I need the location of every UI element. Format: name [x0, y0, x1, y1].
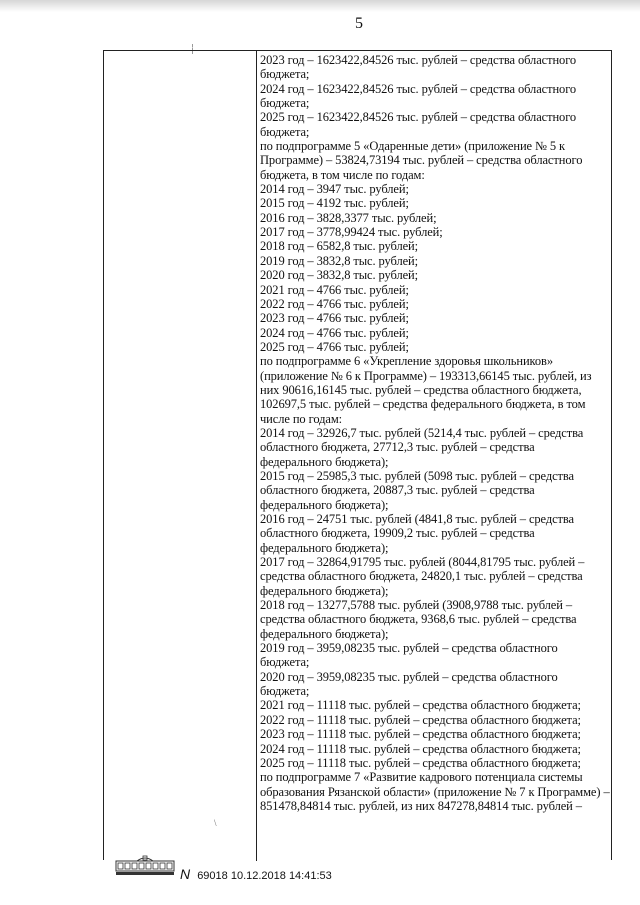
text-line: федерального бюджета);: [260, 454, 389, 469]
text-line: Программе) – 53824,73194 тыс. рублей – средства областного: [260, 153, 583, 168]
text-line: 2016 год – 3828,3377 тыс. рублей;: [260, 210, 437, 225]
text-line: 2014 год – 3947 тыс. рублей;: [260, 182, 409, 197]
text-line: федерального бюджета);: [260, 583, 389, 598]
text-line: по подпрограмме 7 «Развитие кадрового потенциала системы: [260, 770, 583, 785]
text-line: (приложение № 6 к Программе) – 193313,66145 тыс. рублей, из: [260, 368, 592, 383]
table-column-divider: [256, 51, 257, 861]
text-line: по подпрограмме 6 «Укрепление здоровья школьников»: [260, 354, 553, 369]
text-line: 2019 год – 3832,8 тыс. рублей;: [260, 253, 419, 268]
text-line: числе по годам:: [260, 411, 342, 426]
text-line: 2014 год – 32926,7 тыс. рублей (5214,4 тыс. рублей – средства: [260, 425, 584, 440]
text-line: 2025 год – 1623422,84526 тыс. рублей – средства областного: [260, 110, 577, 125]
footer-code-text: 69018 10.12.2018 14:41:53: [197, 870, 332, 882]
scan-stray-mark: \: [214, 818, 217, 828]
text-line: бюджета;: [260, 124, 310, 139]
text-line: 2018 год – 13277,5788 тыс. рублей (3908,9788 тыс. рублей –: [260, 598, 573, 613]
text-line: 2020 год – 3832,8 тыс. рублей;: [260, 268, 419, 283]
text-line: 2020 год – 3959,08235 тыс. рублей – средства областного: [260, 669, 558, 684]
text-line: бюджета, в том числе по годам:: [260, 167, 425, 182]
text-line: областного бюджета, 19909,2 тыс. рублей – средства: [260, 526, 535, 541]
document-table: [103, 50, 612, 860]
text-line: средства областного бюджета, 24820,1 тыс. рублей – средства: [260, 569, 583, 584]
text-line: 2024 год – 4766 тыс. рублей;: [260, 325, 409, 340]
text-line: бюджета;: [260, 96, 310, 111]
text-line: 2025 год – 4766 тыс. рублей;: [260, 339, 409, 354]
scan-edge-shadow: [0, 0, 640, 12]
text-line: по подпрограмме 5 «Одаренные дети» (приложение № 5 к: [260, 139, 566, 154]
text-line: бюджета;: [260, 684, 310, 699]
text-line: 2024 год – 1623422,84526 тыс. рублей – средства областного: [260, 81, 577, 96]
government-seal-logo-icon: [115, 854, 175, 876]
page-number: 5: [355, 15, 363, 32]
text-line: 2015 год – 25985,3 тыс. рублей (5098 тыс. рублей – средства: [260, 468, 574, 483]
text-line: 2022 год – 11118 тыс. рублей – средства областного бюджета;: [260, 712, 581, 727]
text-line: 851478,84814 тыс. рублей, из них 847278,84814 тыс. рублей –: [260, 798, 582, 813]
text-line: образования Рязанской области» (приложение № 7 к Программе) –: [260, 784, 610, 799]
text-line: областного бюджета, 27712,3 тыс. рублей – средства: [260, 440, 535, 455]
text-line: средства областного бюджета, 9368,6 тыс. рублей – средства: [260, 612, 577, 627]
text-line: 2015 год – 4192 тыс. рублей;: [260, 196, 409, 211]
text-line: бюджета;: [260, 655, 310, 670]
text-line: 102697,5 тыс. рублей – средства федерального бюджета, в том: [260, 397, 586, 412]
text-line: 2021 год – 4766 тыс. рублей;: [260, 282, 409, 297]
table-right-cell-text: [260, 53, 609, 813]
text-line: 2021 год – 11118 тыс. рублей – средства областного бюджета;: [260, 698, 581, 713]
text-line: 2023 год – 11118 тыс. рублей – средства областного бюджета;: [260, 727, 581, 742]
text-line: федерального бюджета);: [260, 540, 389, 555]
text-line: 2018 год – 6582,8 тыс. рублей;: [260, 239, 419, 254]
text-line: 2025 год – 11118 тыс. рублей – средства областного бюджета;: [260, 755, 581, 770]
footer-mark: N: [180, 866, 191, 882]
text-line: 2022 год – 4766 тыс. рублей;: [260, 296, 409, 311]
text-line: федерального бюджета);: [260, 626, 389, 641]
text-line: 2017 год – 32864,91795 тыс. рублей (8044,81795 тыс. рублей –: [260, 555, 585, 570]
text-line: 2017 год – 3778,99424 тыс. рублей;: [260, 225, 443, 240]
text-line: бюджета;: [260, 67, 310, 82]
text-line: них 90616,16145 тыс. рублей – средства областного бюджета,: [260, 382, 582, 397]
text-line: 2023 год – 1623422,84526 тыс. рублей – средства областного: [260, 53, 577, 67]
text-line: 2024 год – 11118 тыс. рублей – средства областного бюджета;: [260, 741, 581, 756]
text-line: 2023 год – 4766 тыс. рублей;: [260, 311, 409, 326]
text-line: федерального бюджета);: [260, 497, 389, 512]
text-line: 2019 год – 3959,08235 тыс. рублей – средства областного: [260, 641, 558, 656]
footer-document-code: [180, 866, 332, 882]
text-line: 2016 год – 24751 тыс. рублей (4841,8 тыс. рублей – средства: [260, 512, 574, 526]
text-line: областного бюджета, 20887,3 тыс. рублей – средства: [260, 483, 535, 498]
